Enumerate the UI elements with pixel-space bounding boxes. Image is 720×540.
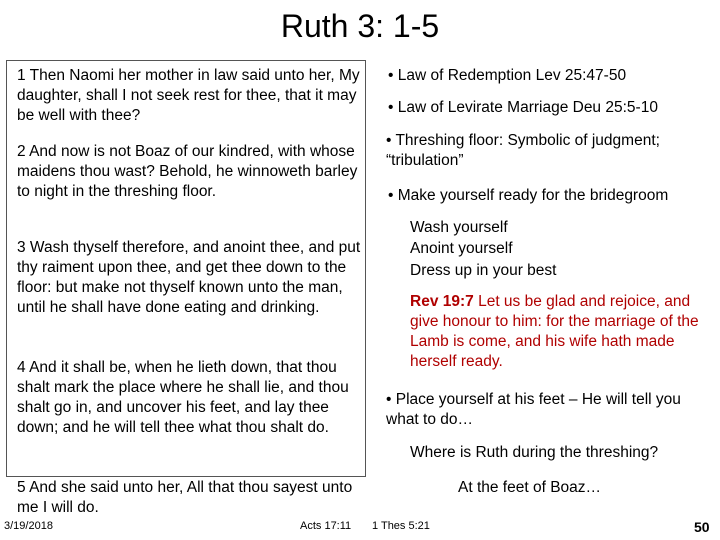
sub-dress: Dress up in your best <box>410 262 557 279</box>
footer-date: 3/19/2018 <box>4 520 53 532</box>
verse-1: 1 Then Naomi her mother in law said unto her, My daughter, shall I not seek rest for thee, that it may be well with thee? <box>17 67 360 124</box>
verse-5: 5 And she said unto her, All that thou sayest unto me I will do. <box>17 479 353 516</box>
bullet-redemption: • Law of Redemption Lev 25:47-50 <box>388 67 627 84</box>
rev-text: Let us be glad and rejoice, and give honour to him: for the marriage of the Lamb is come, and his wife hath made herself ready. <box>410 293 699 370</box>
answer-text: At the feet of Boaz… <box>458 479 602 496</box>
footer-thes-reference: 1 Thes 5:21 <box>372 520 430 532</box>
sub-anoint: Anoint yourself <box>410 240 513 257</box>
bullet-make-ready: • Make yourself ready for the bridegroom <box>388 187 669 204</box>
verse-4: 4 And it shall be, when he lieth down, that thou shalt mark the place where he shall lie, and thou shalt go in, and uncover his feet, and lay thee down; and he will tell thee what thou shalt do. <box>17 359 349 436</box>
sub-wash: Wash yourself <box>410 219 508 236</box>
page-number: 50 <box>694 519 710 535</box>
verse-3: 3 Wash thyself therefore, and anoint thee, and put thy raiment upon thee, and get thee down to the floor: but make not thyself known unto the man, until he shall have done eating and drinking. <box>17 239 361 316</box>
bullet-levirate: • Law of Levirate Marriage Deu 25:5-10 <box>388 99 658 116</box>
footer-acts-reference: Acts 17:11 <box>300 520 352 532</box>
bullet-threshing-floor: • Threshing floor: Symbolic of judgment; “tribulation” <box>386 132 660 169</box>
bullet-feet: • Place yourself at his feet – He will tell you what to do… <box>386 391 681 428</box>
verse-2: 2 And now is not Boaz of our kindred, with whose maidens thou wast? Behold, he winnoweth barley to night in the threshing floor. <box>17 143 358 200</box>
slide-title: Ruth 3: 1-5 <box>280 8 440 44</box>
question-text: Where is Ruth during the threshing? <box>410 444 659 461</box>
rev-19-7-quote <box>410 292 710 372</box>
rev-reference: Rev 19:7 <box>410 293 474 310</box>
